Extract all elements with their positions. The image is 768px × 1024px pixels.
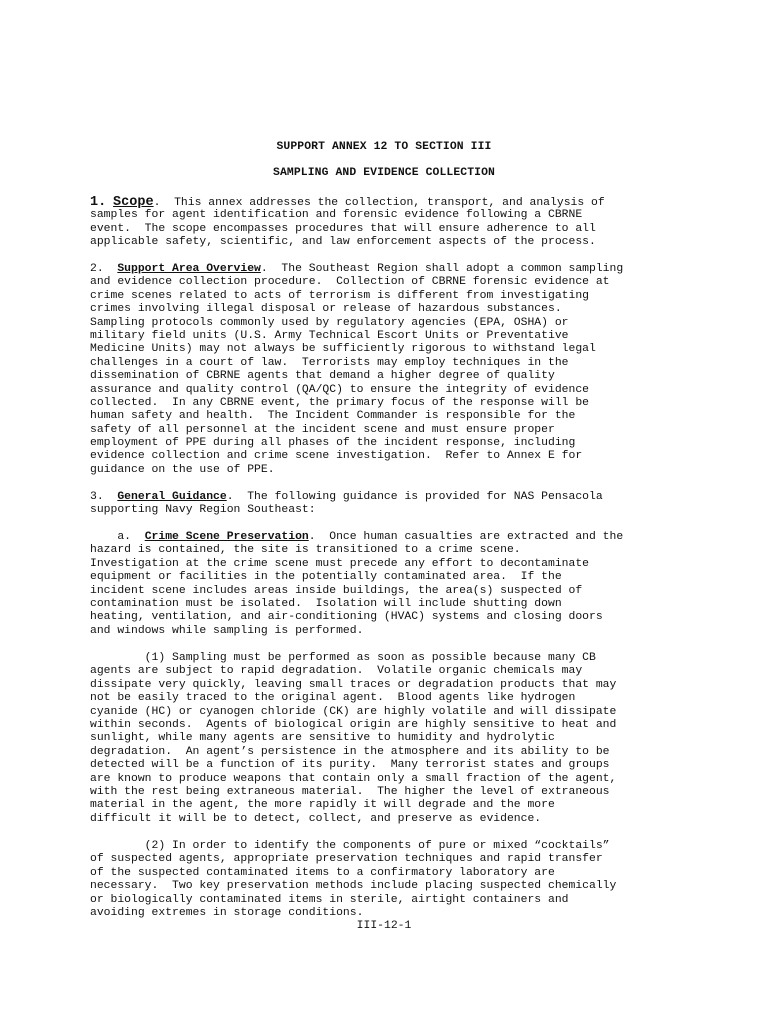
text-line: incident scene includes areas inside buildings, the area(s) suspected of [90,584,583,597]
text-line: of suspected agents, appropriate preservation techniques and rapid transfer [90,853,603,866]
text-line: necessary. Two key preservation methods include placing suspected chemically [90,880,617,893]
paragraph-1 [90,652,690,826]
section-text: . This annex addresses the collection, transport, and analysis of [153,197,605,209]
annex-title: SUPPORT ANNEX 12 TO SECTION III [276,141,492,153]
section-text: . The Southeast Region shall adopt a common sampling [260,263,624,275]
text-line: crime scenes related to acts of terrorism is different from investigating [90,289,589,302]
text-line: Investigation at the crime scene must precede any effort to decontaminate [90,557,589,570]
annex-subtitle: SAMPLING AND EVIDENCE COLLECTION [273,167,495,179]
section-heading: Scope [113,195,154,210]
section-first-line [90,263,690,276]
section-scope [90,196,690,250]
text-line: event. The scope encompasses procedures that will ensure adherence to all [90,222,596,235]
section-heading: Support Area Overview [117,263,261,275]
text-line: (1) Sampling must be performed as soon as possible because many CB [90,652,596,664]
text-line: employment of PPE during all phases of the incident response, including [90,437,576,450]
text-line: heating, ventilation, and air-conditioning (HVAC) systems and closing doors [90,611,603,624]
section-general-guidance [90,491,690,518]
text-line: Medicine Units) may not always be sufficiently rigorous to withstand legal [90,343,596,356]
text-line: (2) In order to identify the components of pure or mixed “cocktails” [90,840,610,852]
text-line: not be easily traced to the original agent. Blood agents like hydrogen [90,692,576,705]
text-line: evidence collection and crime scene investigation. Refer to Annex E for [90,450,583,463]
text-line: applicable safety, scientific, and law enforcement aspects of the process. [90,236,596,249]
text-line: assurance and quality control (QA/QC) to ensure the integrity of evidence [90,383,589,396]
text-line: dissemination of CBRNE agents that demand a higher degree of quality [90,370,555,383]
text-line: Sampling protocols commonly used by regulatory agencies (EPA, OSHA) or [90,316,569,329]
section-first-line [90,196,690,209]
text-line: crimes involving illegal disposal or release of hazardous substances. [90,303,562,316]
section-support-area-overview [90,263,690,477]
text-line: and windows while sampling is performed. [90,624,364,637]
text-line: with the rest being extraneous material. The higher the level of extraneous [90,785,610,798]
text-line: are known to produce weapons that contain only a small fraction of the agent, [90,772,617,785]
text-line: within seconds. Agents of biological origin are highly sensitive to heat and [90,718,617,731]
text-line: difficult it will be to detect, collect, and preserve as evidence. [90,812,542,825]
section-heading: General Guidance [117,491,227,503]
section-first-line [90,531,690,544]
text-line: and evidence collection procedure. Collection of CBRNE forensic evidence at [90,276,610,289]
section-number: 1. [90,195,107,210]
text-line: military field units (U.S. Army Technical Escort Units or Preventative [90,329,569,342]
text-line: degradation. An agent’s persistence in the atmosphere and its ability to be [90,745,610,758]
section-text: . Once human casualties are extracted and the [308,531,624,543]
text-line: of the suspected contaminated items to a confirmatory laboratory are [90,866,555,879]
text-line: human safety and health. The Incident Commander is responsible for the [90,410,576,423]
text-line: equipment or facilities in the potentially contaminated area. If the [90,571,562,584]
text-line: samples for agent identification and forensic evidence following a CBRNE [90,209,583,222]
text-line: or biologically contaminated items in sterile, airtight containers and [90,893,569,906]
text-line: guidance on the use of PPE. [90,463,275,476]
text-line: contamination must be isolated. Isolation will include shutting down [90,597,562,610]
text-line: avoiding extremes in storage conditions. [90,906,364,919]
text-line: safety of all personnel at the incident scene and must ensure proper [90,423,555,436]
section-number: 2. [90,263,118,275]
section-first-line [90,491,690,504]
text-line: sunlight, while many agents are sensitive to humidity and hydrolytic [90,732,555,745]
text-line: supporting Navy Region Southeast: [90,504,316,517]
section-number: 3. [90,491,118,503]
text-line: agents are subject to rapid degradation. Volatile organic chemicals may [90,665,583,678]
text-line: collected. In any CBRNE event, the primary focus of the response will be [90,396,589,409]
section-text: . The following guidance is provided for NAS Pensacola [226,491,603,503]
text-line: hazard is contained, the site is transitioned to a crime scene. [90,544,521,557]
paragraph-2 [90,840,690,920]
page-number: III-12-1 [356,920,412,932]
subsection-crime-scene-preservation [90,531,690,638]
text-line: material in the agent, the more rapidly it will degrade and the more [90,799,555,812]
text-line: detected will be a function of its purity. Many terrorist states and groups [90,759,610,772]
text-line: challenges in a court of law. Terrorists may employ techniques in the [90,356,569,369]
section-heading: Crime Scene Preservation [144,531,309,543]
text-line: cyanide (HC) or cyanogen chloride (CK) are highly volatile and will dissipate [90,705,617,718]
text-line: dissipate very quickly, leaving small traces or degradation products that may [90,678,617,691]
section-number: a. [90,531,145,543]
